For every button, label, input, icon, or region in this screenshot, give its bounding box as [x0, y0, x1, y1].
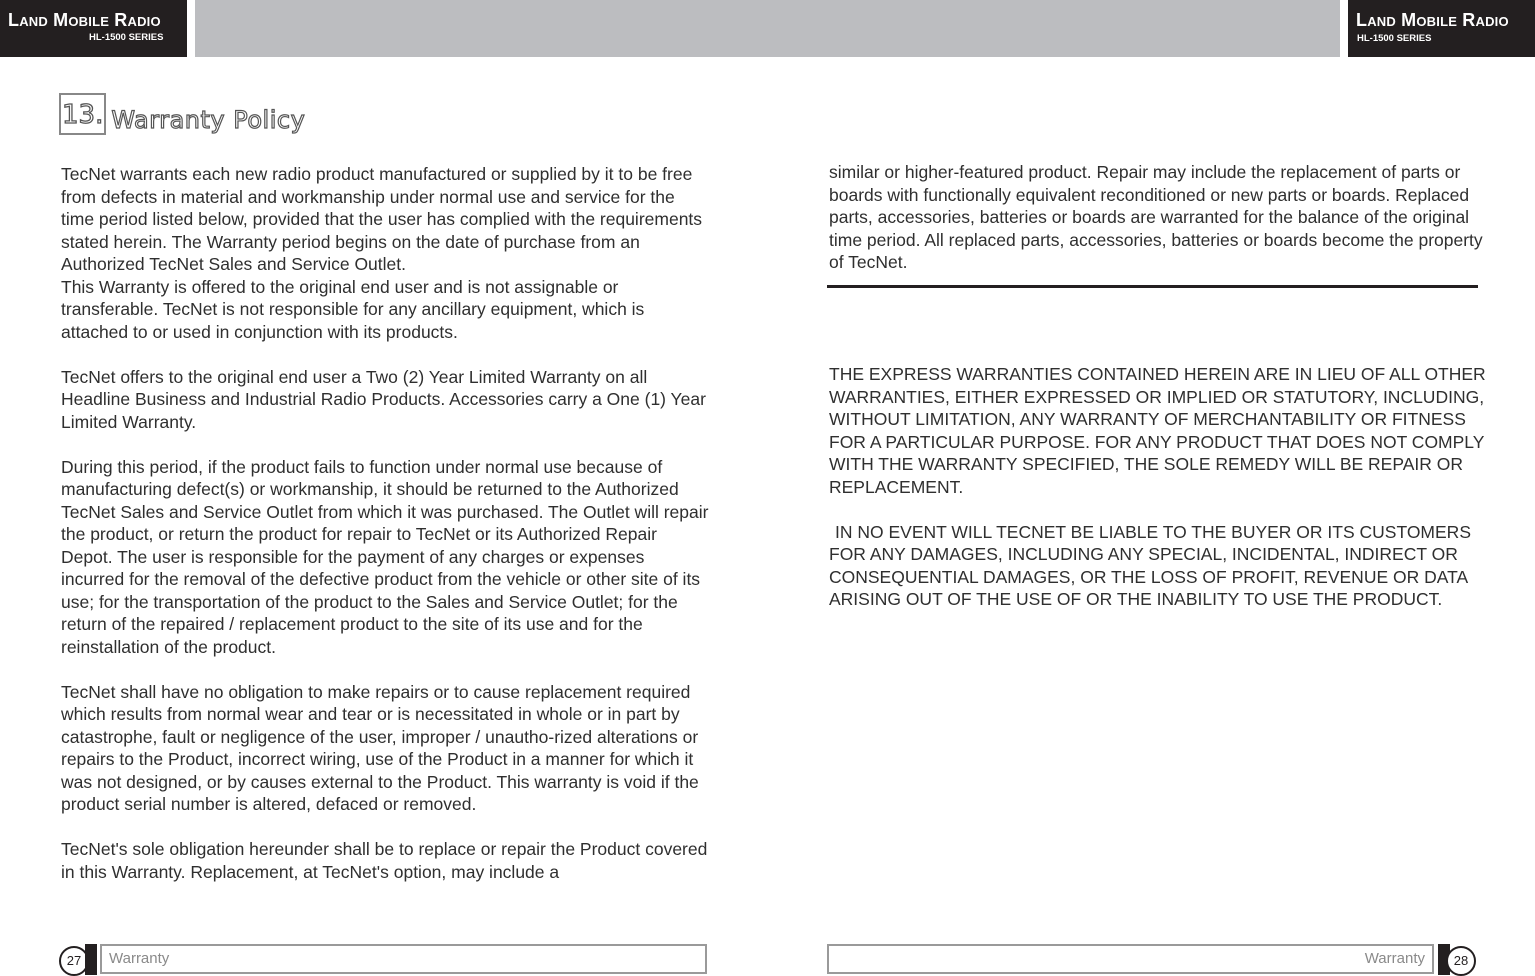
- paragraph: TecNet's sole obligation hereunder shall be to replace or repair the Product covered in this Warranty. Replacement, at TecNet's option, may include a: [61, 839, 708, 882]
- footer-tab-left: [85, 944, 97, 975]
- header-right-badge: [1348, 0, 1535, 57]
- section-number: 13.: [59, 93, 106, 135]
- page-number-right: 28: [1446, 946, 1476, 976]
- divider: [827, 285, 1478, 288]
- footer-label-left: Warranty: [100, 944, 707, 974]
- page-number-left: 27: [59, 946, 89, 976]
- disclaimer-liability: IN NO EVENT WILL TECNET BE LIABLE TO THE BUYER OR ITS CUSTOMERS FOR ANY DAMAGES, INCLUDING ANY SPECIAL, INCIDENTAL, INDIRECT OR CONSEQUENTIAL DAMAGES, OR THE LOSS OF PROFIT, REVENUE OR DATA ARISING OUT OF THE USE OF OR THE INABILITY TO USE THE PRODUCT.: [829, 521, 1471, 609]
- section-heading: [59, 93, 305, 137]
- paragraph: This Warranty is offered to the original end user and is not assignable or transferable. TecNet is not responsible for any ancillary equipment, which is attached to or used in conjunction with its products.: [61, 276, 645, 342]
- brand-title-left: Land Mobile Radio: [8, 10, 161, 30]
- disclaimer-express: THE EXPRESS WARRANTIES CONTAINED HEREIN ARE IN LIEU OF ALL OTHER WARRANTIES, EITHER EXPRESSED OR IMPLIED OR STATUTORY, INCLUDING, WITHOUT LIMITATION, ANY WARRANTY OF MERCHANTABILITY OR FITNESS FOR A PARTICULAR PURPOSE. FOR ANY PRODUCT THAT DOES NOT COMPLY WITH THE WARRANTY SPECIFIED, THE SOLE REMEDY WILL BE REPAIR OR REPLACEMENT.: [829, 364, 1486, 497]
- footer-label-right: Warranty: [827, 944, 1434, 974]
- series-label-right: HL-1500 SERIES: [1357, 33, 1432, 44]
- paragraph: TecNet shall have no obligation to make repairs or to cause replacement required which results from normal wear and tear or is necessitated in whole or in part by catastrophe, fault or negligence of the user, improper / unautho-rized alterations or repairs to the Product, incorrect wiring, use of the Product in a manner for which it was not designed, or by causes external to the Product. This warranty is void if the product serial number is altered, defaced or removed.: [61, 681, 699, 814]
- paragraph-continuation: similar or higher-featured product. Repair may include the replacement of parts or boards with functionally equivalent reconditioned or new parts or boards. Replaced parts, accessories, batteries or boards are warranted for the balance of the original time period. All replaced parts, accessories, batteries or boards become the property of TecNet.: [829, 162, 1483, 272]
- brand-title-right: Land Mobile Radio: [1356, 10, 1509, 30]
- series-label-left: HL-1500 SERIES: [89, 32, 164, 43]
- right-column: [829, 161, 1489, 296]
- paragraph: During this period, if the product fails to function under normal use because of manufacturing defect(s) or workmanship, it should be returned to the Authorized TecNet Sales and Service Outlet from which it was purchased. The Outlet will repair the product, or return the product for repair to TecNet or its Authorized Repair Depot. The user is responsible for the payment of any charges or expenses incurred for the removal of the defective product from the vehicle or other site of its use; for the transportation of the product to the Sales and Service Outlet; for the return of the repaired / replacement product to the site of its use and for the reinstallation of the product.: [61, 456, 709, 657]
- left-column: [61, 163, 711, 883]
- paragraph: TecNet warrants each new radio product manufactured or supplied by it to be free from defects in material and workmanship under normal use and service for the time period listed below, provided that the user has complied with the requirements stated herein. The Warranty period begins on the date of purchase from an Authorized TecNet Sales and Service Outlet.: [61, 164, 703, 274]
- section-title: Warranty Policy: [111, 106, 306, 134]
- header-left-badge: [0, 0, 187, 57]
- disclaimer-block: [829, 363, 1489, 611]
- paragraph: TecNet offers to the original end user a Two (2) Year Limited Warranty on all Headline Business and Industrial Radio Products. Accessories carry a One (1) Year Limited Warranty.: [61, 366, 706, 432]
- header-bar: [195, 0, 1340, 57]
